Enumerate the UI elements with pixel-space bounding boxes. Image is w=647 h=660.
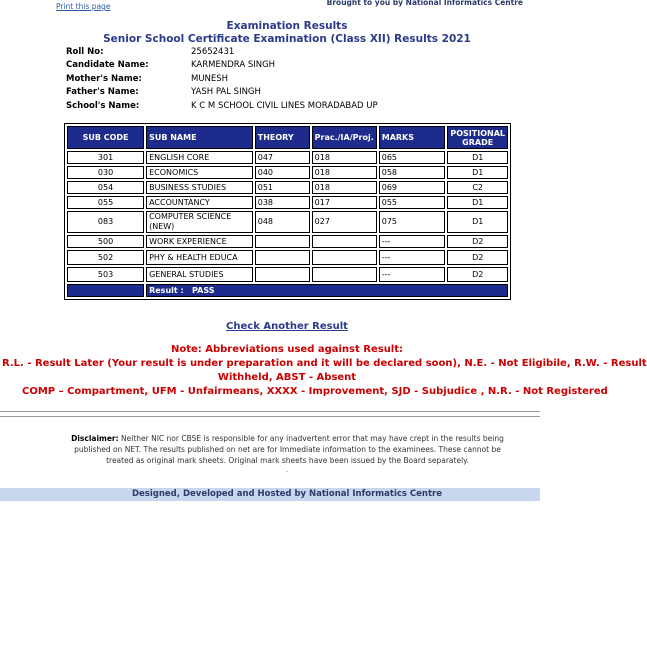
- table-row: [67, 250, 508, 265]
- cell-code: 055: [67, 196, 144, 209]
- page-subtitle: Senior School Certificate Examination (Class XII) Results 2021: [103, 33, 471, 45]
- cell-theory: 040: [255, 166, 310, 179]
- cell-name: PHY & HEALTH EDUCA: [146, 250, 253, 265]
- result-value: PASS: [192, 286, 215, 295]
- table-row: [67, 267, 508, 282]
- cell-grade: D1: [447, 211, 508, 233]
- table-row: [67, 235, 508, 248]
- header-prac: Prac./IA/Proj.: [312, 126, 377, 149]
- cell-marks: 058: [379, 166, 446, 179]
- cell-prac: [312, 235, 377, 248]
- cell-name: WORK EXPERIENCE: [146, 235, 253, 248]
- page-title: Examination Results: [226, 20, 348, 32]
- roll-value: 25652431: [191, 47, 235, 57]
- result-row: [67, 284, 508, 297]
- disclaimer-text: Neither NIC nor CBSE is responsible for any inadvertent error that may have crept in the results being published on NET. The results published on net are for Immediate information to the examinees. These cannot be treated as original mark sheets. Original mark sheets have been issued by the Board separately.: [74, 434, 504, 465]
- credit-text: Brought to you by National Informatics Centre: [326, 0, 523, 7]
- cell-name: ACCOUNTANCY: [146, 196, 253, 209]
- mother-name-value: MUNESH: [191, 73, 229, 84]
- cell-marks: 055: [379, 196, 446, 209]
- cell-theory: [255, 267, 310, 282]
- cell-code: 500: [67, 235, 144, 248]
- cell-code: 503: [67, 267, 144, 282]
- cell-name: ECONOMICS: [146, 166, 253, 179]
- cell-code: 301: [67, 151, 144, 164]
- cell-code: 054: [67, 181, 144, 194]
- father-name-value: YASH PAL SINGH: [191, 87, 261, 98]
- candidate-name-value: KARMENDRA SINGH: [191, 60, 276, 71]
- abbrev-note-line-3: COMP – Compartment, UFM - Unfairmeans, XXXX - Improvement, SJD - Subjudice , N.R. - Not Registered: [22, 386, 608, 397]
- header-theory: THEORY: [255, 126, 310, 149]
- divider-top: [0, 411, 540, 412]
- candidate-name-label: Candidate Name:: [66, 60, 149, 71]
- cell-theory: [255, 250, 310, 265]
- cell-prac: 018: [312, 166, 377, 179]
- result-cell: [146, 284, 508, 297]
- school-name-value: K C M SCHOOL CIVIL LINES MORADABAD UP: [191, 100, 378, 111]
- cell-theory: 038: [255, 196, 310, 209]
- roll-label: Roll No:: [66, 47, 104, 57]
- cell-marks: ---: [379, 267, 446, 282]
- cell-marks: 069: [379, 181, 446, 194]
- print-page-link[interactable]: Print this page: [56, 2, 111, 11]
- cell-grade: D1: [447, 196, 508, 209]
- cell-prac: 018: [312, 151, 377, 164]
- cell-name: GENERAL STUDIES: [146, 267, 253, 282]
- abbrev-note-title: Note: Abbreviations used against Result:: [170, 344, 404, 355]
- cell-name: COMPUTER SCIENCE (NEW): [146, 211, 253, 233]
- cell-marks: ---: [379, 235, 446, 248]
- cell-prac: 027: [312, 211, 377, 233]
- cell-grade: C2: [447, 181, 508, 194]
- cell-prac: [312, 267, 377, 282]
- cell-grade: D2: [447, 267, 508, 282]
- disclaimer-label: Disclaimer:: [71, 434, 119, 443]
- cell-theory: 051: [255, 181, 310, 194]
- cell-name: ENGLISH CORE: [146, 151, 253, 164]
- cell-theory: [255, 235, 310, 248]
- cell-code: 030: [67, 166, 144, 179]
- table-row: [67, 181, 508, 194]
- cell-theory: 047: [255, 151, 310, 164]
- table-row: [67, 151, 508, 164]
- school-name-label: School's Name:: [66, 100, 140, 111]
- cell-prac: 018: [312, 181, 377, 194]
- footer-bar: [0, 488, 540, 501]
- cell-grade: D2: [447, 235, 508, 248]
- marks-table: [64, 123, 511, 300]
- divider-bottom: [0, 416, 540, 417]
- disclaimer: [60, 433, 515, 466]
- header-marks: MARKS: [379, 126, 446, 149]
- cell-grade: D2: [447, 250, 508, 265]
- father-name-label: Father's Name:: [66, 87, 139, 98]
- cell-theory: 048: [255, 211, 310, 233]
- cell-marks: 075: [379, 211, 446, 233]
- cell-grade: D1: [447, 151, 508, 164]
- result-label: Result :: [149, 286, 184, 295]
- top-bar: [0, 0, 540, 12]
- cell-grade: D1: [447, 166, 508, 179]
- cell-code: 502: [67, 250, 144, 265]
- cell-name: BUSINESS STUDIES: [146, 181, 253, 194]
- cell-prac: [312, 250, 377, 265]
- check-another-result-link[interactable]: Check Another Result: [226, 321, 348, 332]
- mother-name-label: Mother's Name:: [66, 73, 142, 84]
- table-row: [67, 166, 508, 179]
- header-sub-code: SUB CODE: [67, 126, 144, 149]
- header-sub-name: SUB NAME: [146, 126, 253, 149]
- abbrev-note-line-1: R.L. - Result Later (Your result is under preparation and it will be declared soon), N.E. - Not Eligibile, R.W. - Result: [2, 358, 647, 369]
- footer-text: Designed, Developed and Hosted by National Informatics Centre: [131, 489, 442, 499]
- table-row: [67, 196, 508, 209]
- separator-dot: .: [286, 466, 289, 474]
- cell-code: 083: [67, 211, 144, 233]
- abbrev-note-line-2: Withheld, ABST - Absent: [217, 372, 357, 383]
- cell-marks: ---: [379, 250, 446, 265]
- table-header-row: [67, 126, 508, 149]
- table-row: [67, 211, 508, 233]
- result-spacer: [67, 284, 144, 297]
- cell-marks: 065: [379, 151, 446, 164]
- header-positional-grade: POSITIONAL GRADE: [447, 126, 508, 149]
- candidate-info: [66, 47, 446, 114]
- cell-prac: 017: [312, 196, 377, 209]
